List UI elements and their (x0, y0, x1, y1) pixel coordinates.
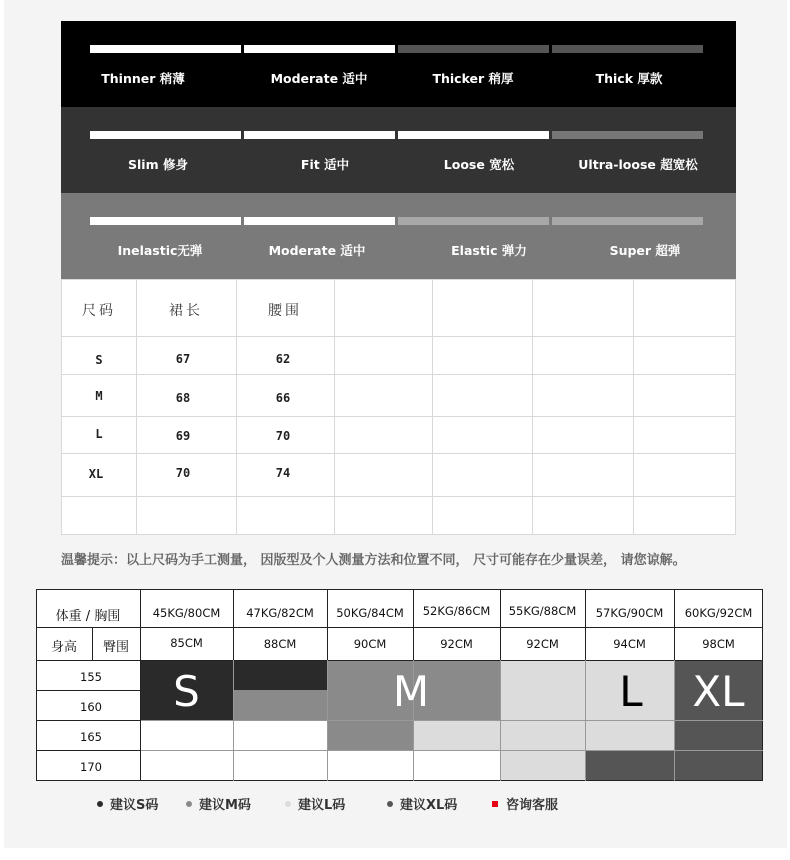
size-recommendation-table (36, 589, 763, 781)
size-label-s: S (173, 667, 200, 716)
header-length: 裙长 (169, 303, 203, 319)
scale-label: Elastic 弹力 (451, 243, 527, 258)
row-size: XL (88, 467, 104, 481)
scale-label: Moderate 适中 (268, 243, 366, 258)
scale-bar-4 (552, 45, 703, 53)
scale-label: Ultra-loose 超宽松 (578, 157, 698, 172)
scale-label: Inelastic无弹 (117, 243, 203, 258)
row-size: S (95, 353, 103, 367)
legend-label: 建议M码 (199, 798, 251, 813)
header-size: 尺码 (82, 303, 116, 319)
scale-bar-2 (244, 45, 395, 53)
elasticity-scale (61, 193, 736, 279)
row-length: 67 (175, 352, 191, 366)
height-label: 身高 (50, 640, 77, 655)
scale-bar-1 (90, 45, 241, 53)
weight-bust-value: 57KG/90CM (595, 606, 664, 620)
height-value: 170 (80, 760, 102, 774)
legend-item-m (186, 794, 251, 813)
weight-bust-label: 体重 / 胸围 (55, 609, 121, 624)
hip-value: 98CM (702, 637, 735, 651)
scale-bar-2 (244, 217, 395, 225)
height-value: 165 (80, 730, 102, 744)
hip-value: 85CM (170, 636, 203, 650)
row-waist: 66 (275, 391, 291, 405)
legend-dot (285, 801, 291, 807)
hip-value: 92CM (440, 637, 473, 651)
weight-bust-value: 47KG/82CM (246, 606, 314, 620)
size-label-m: M (392, 667, 430, 716)
legend-label: 建议L码 (298, 798, 346, 813)
legend-dot (97, 801, 103, 807)
row-length: 68 (175, 391, 191, 405)
row-waist: 70 (275, 429, 291, 443)
scale-bar-3 (398, 217, 549, 225)
hip-label: 臀围 (102, 640, 129, 655)
thickness-scale (61, 21, 736, 107)
legend-item-xl (387, 794, 457, 813)
row-size: L (95, 427, 103, 441)
scale-bar-3 (398, 45, 549, 53)
weight-bust-value: 52KG/86CM (422, 604, 491, 618)
row-length: 69 (175, 429, 191, 443)
scale-bar-4 (552, 217, 703, 225)
weight-bust-value: 50KG/84CM (336, 606, 404, 620)
hip-value: 94CM (613, 637, 646, 651)
hip-value: 90CM (353, 637, 387, 651)
scale-bar-1 (90, 217, 241, 225)
hip-value: 92CM (526, 637, 559, 651)
size-label-xl: XL (692, 667, 745, 716)
scale-label: Fit 适中 (300, 157, 350, 172)
legend-label: 咨询客服 (506, 798, 559, 813)
row-length: 70 (175, 466, 191, 480)
legend-item-consult (492, 794, 558, 813)
height-value: 160 (80, 700, 102, 714)
legend-dot (186, 801, 192, 807)
scale-bar-2 (244, 131, 395, 139)
scale-label: Thick 厚款 (595, 71, 663, 86)
weight-bust-value: 55KG/88CM (508, 604, 577, 618)
legend-item-l (285, 794, 345, 813)
size-table (61, 279, 736, 535)
size-label-l: L (619, 667, 643, 716)
row-waist: 74 (275, 466, 291, 480)
height-value: 155 (80, 670, 102, 684)
scale-label: Thinner 稍薄 (101, 71, 185, 86)
row-waist: 62 (275, 352, 291, 366)
scale-label: Slim 修身 (128, 157, 188, 172)
legend-label: 建议S码 (110, 798, 159, 813)
scale-label: Super 超弹 (609, 243, 681, 258)
legend-label: 建议XL码 (400, 798, 458, 813)
scale-label: Loose 宽松 (443, 157, 515, 172)
scale-bar-1 (90, 131, 241, 139)
scale-label: Thicker 稍厚 (432, 71, 514, 86)
scale-label: Moderate 适中 (270, 71, 368, 86)
scale-bar-4 (552, 131, 703, 139)
legend-dot (387, 801, 393, 807)
measurement-note: 温馨提示：以上尺码为手工测量， 因版型及个人测量方法和位置不同， 尺寸可能存在少量误差， 请您谅解。 (61, 553, 686, 568)
scale-bar-3 (398, 131, 549, 139)
row-size: M (95, 389, 103, 403)
weight-bust-value: 45KG/80CM (152, 606, 221, 620)
legend-item-s (97, 794, 158, 813)
hip-value: 88CM (263, 637, 297, 651)
header-waist: 腰围 (268, 303, 302, 319)
weight-bust-value: 60KG/92CM (684, 606, 753, 620)
fit-scale (61, 107, 736, 193)
legend-square (492, 801, 498, 807)
